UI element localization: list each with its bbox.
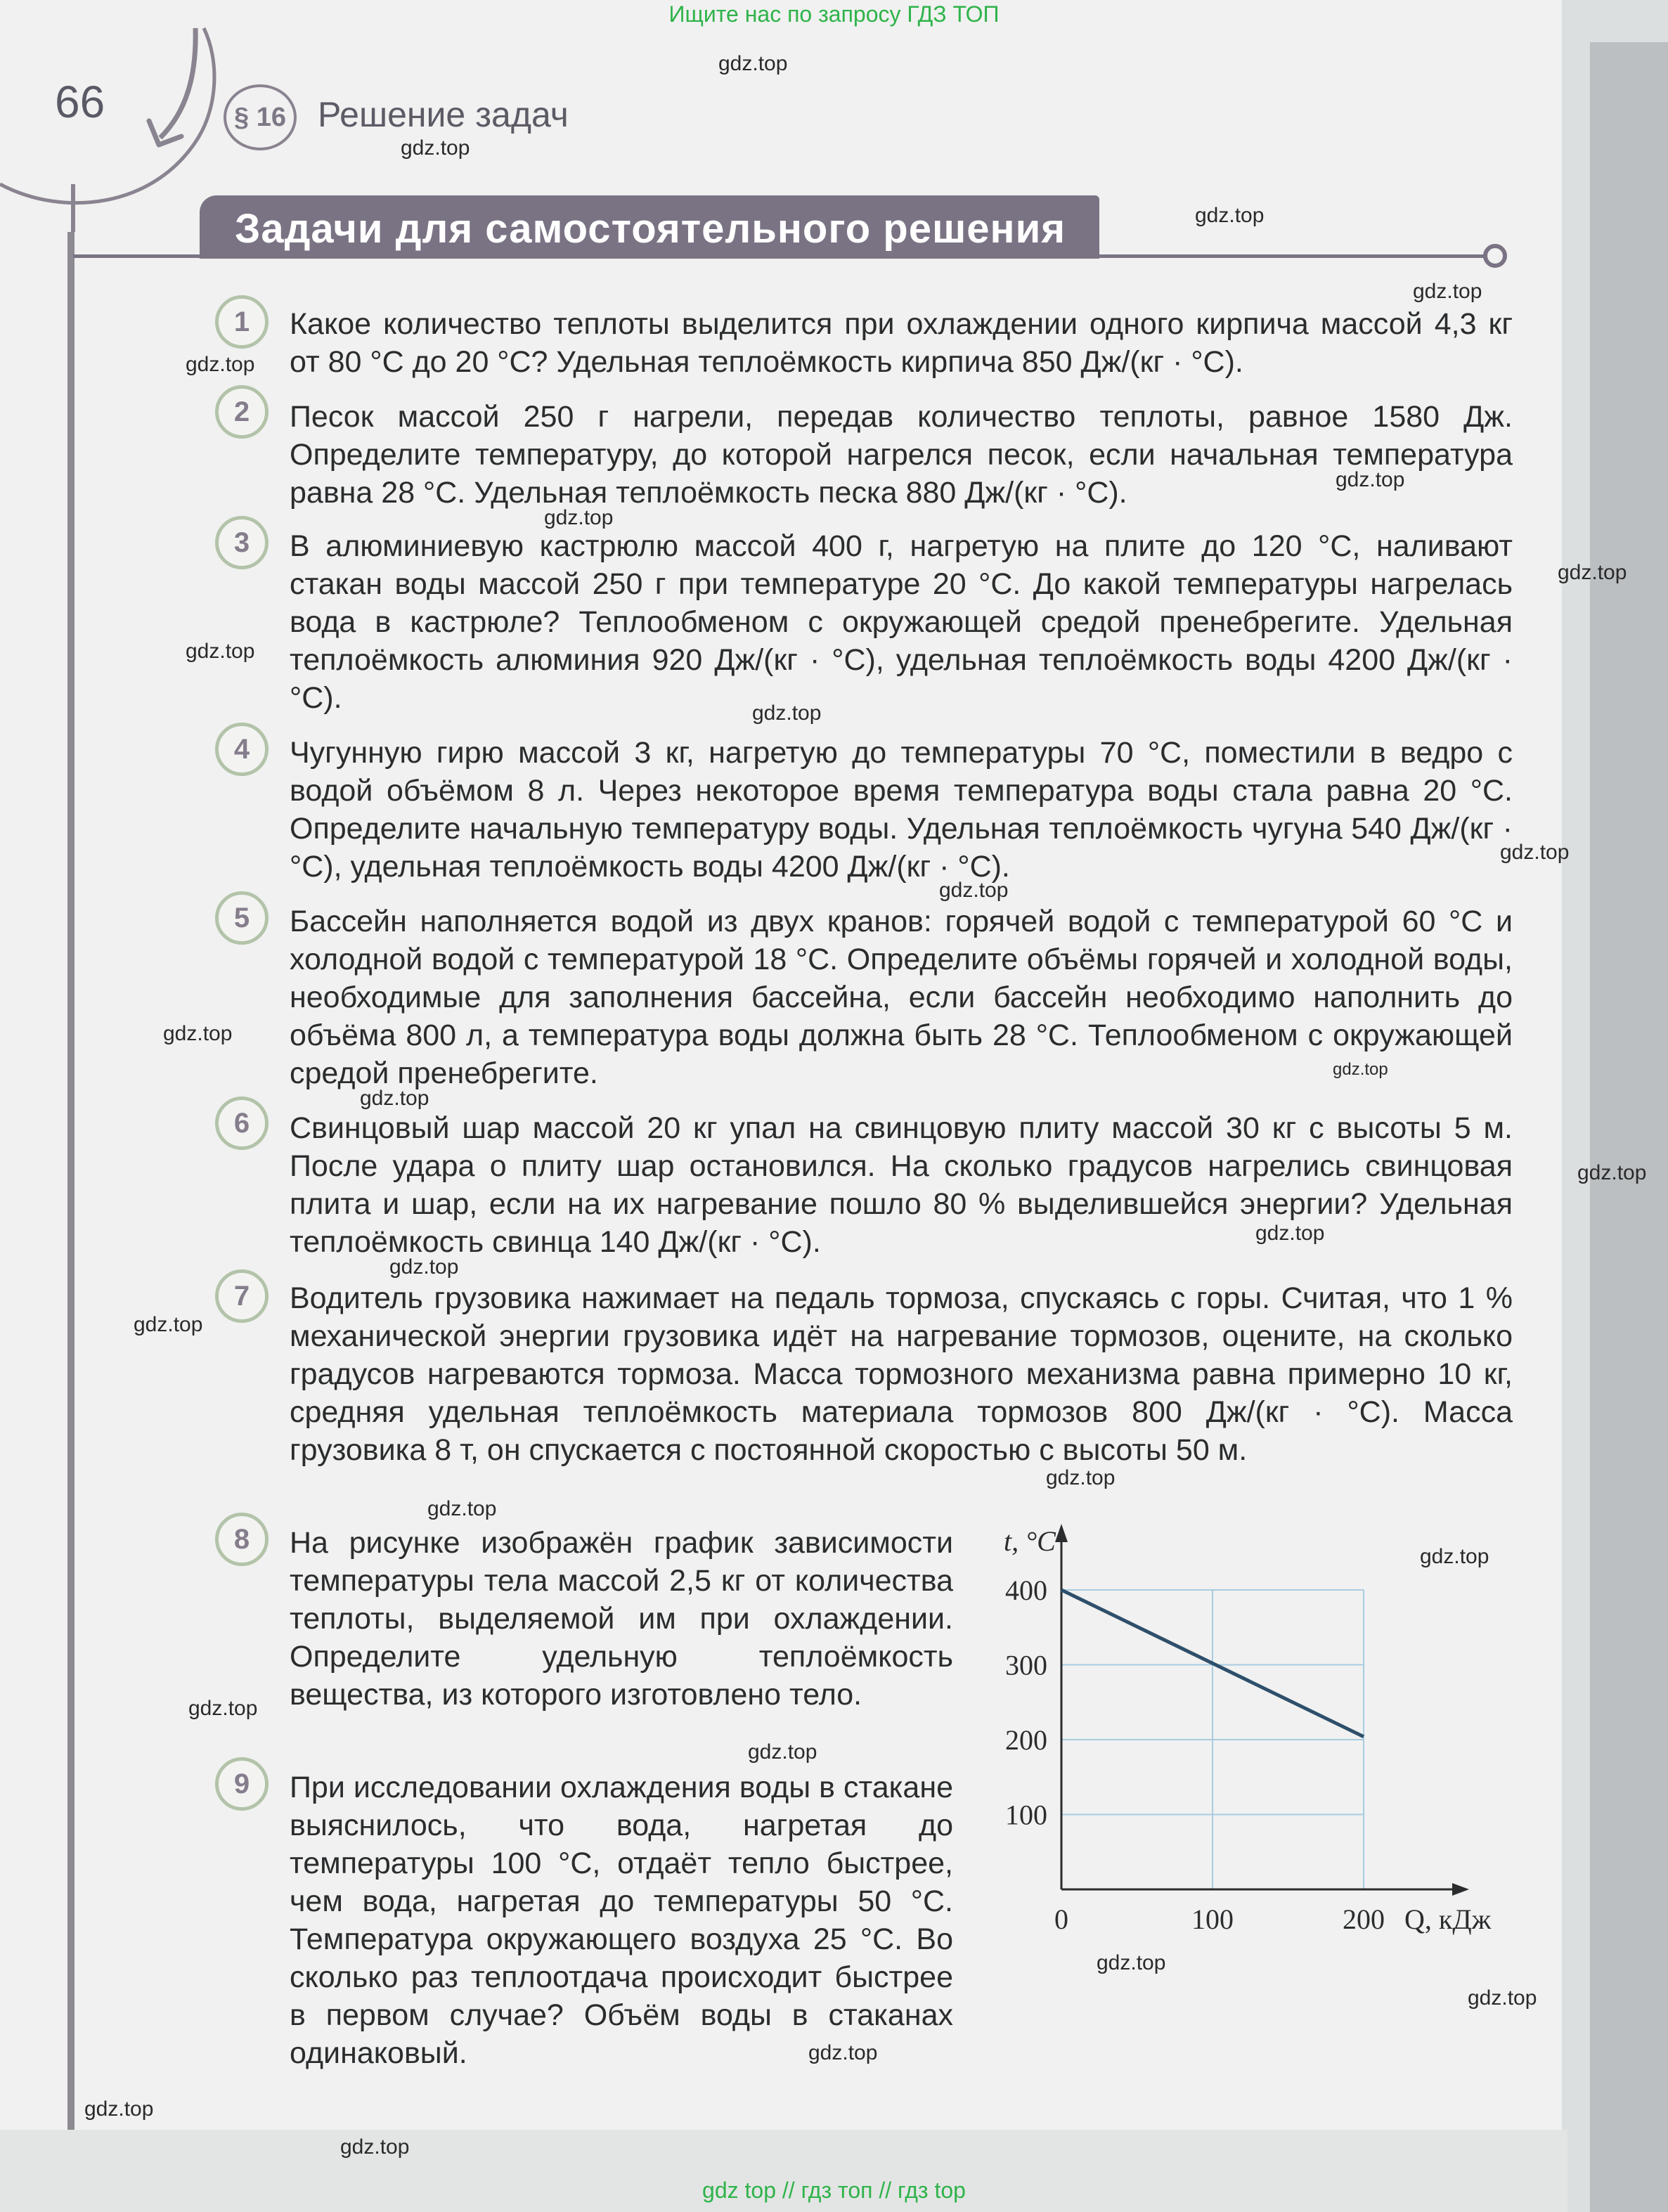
watermark: gdz.top — [1500, 841, 1570, 864]
watermark: gdz.top — [401, 136, 470, 160]
watermark: gdz.top — [186, 640, 255, 663]
watermark: gdz.top — [808, 2041, 878, 2064]
watermark: gdz.top — [1046, 1466, 1116, 1489]
watermark: gdz.top — [360, 1087, 429, 1110]
watermark: gdz.top — [1558, 561, 1627, 584]
watermark: gdz.top — [1577, 1161, 1647, 1184]
x-axis-label: Q, кДж — [1404, 1903, 1492, 1935]
watermark: gdz.top — [1097, 1951, 1166, 1974]
watermark: gdz.top — [1420, 1545, 1489, 1568]
watermark: gdz.top — [186, 353, 255, 376]
watermark: gdz.top — [752, 701, 822, 725]
y-tick-label: 100 — [1005, 1799, 1047, 1831]
problem-number: 5 — [215, 891, 269, 945]
x-tick-label: 100 — [1191, 1903, 1234, 1935]
problem-text: Песок массой 250 г нагрели, передав количество теплоты, равное 1580 Дж. Определите температуру, до которой нагрелся песок, если начальная температура равна 28 °С. Удельная теплоёмкость песка 880 Дж/(кг · °С). — [290, 400, 1513, 510]
watermark: gdz.top — [939, 879, 1009, 902]
problem-text: Водитель грузовика нажимает на педаль тормоза, спускаясь с горы. Считая, что 1 % механической энергии грузовика идёт на нагревание тормозов, оцените, на сколько градусов нагреваются тормоза. Масса тормозного механизма равна примерно 10 кг, средняя удельная теплоёмкость материала тормозов 800 Дж/(кг · °С). Масса грузовика 8 т, он спускается с постоянной скоростью с высоты 50 м. — [290, 1281, 1513, 1467]
heading-text: Задачи для самостоятельного решения — [235, 206, 1066, 252]
y-tick-label: 400 — [1005, 1574, 1047, 1606]
page-edge-shadow — [1590, 42, 1668, 2212]
y-tick-label: 300 — [1005, 1649, 1047, 1681]
problem-number: 1 — [215, 295, 269, 349]
problem-number: 9 — [215, 1757, 269, 1811]
watermark: gdz.top — [748, 1740, 817, 1764]
watermark: gdz.top — [427, 1497, 497, 1520]
problem-text: Бассейн наполняется водой из двух кранов: горячей водой с температурой 60 °С и холодной водой с температурой 18 °С. Определите объёмы горячей и холодной воды, необходимые для заполнения бассейна, если бассейн необходимо наполнить до объёма 800 л, а температура воды должна быть 28 °С. Теплообменом с окружающей средой пренебрегите. — [290, 905, 1513, 1090]
x-axis-arrow — [1452, 1883, 1469, 1896]
problem-text: В алюминиевую кастрюлю массой 400 г, нагретую на плите до 120 °С, наливают стакан воды массой 250 г при температуре 20 °С. До какой температуры нагрелась вода в кастрюле? Теплообменом с окружающей средой пренебрегите. Удельная теплоёмкость алюминия 920 Дж/(кг · °С), удельная теплоёмкость воды 4200 Дж/(кг · °С). — [290, 529, 1513, 715]
problem-number: 7 — [215, 1269, 269, 1323]
top-search-note: Ищите нас по запросу ГДЗ ТОП — [668, 1, 1000, 27]
watermark: gdz.top — [340, 2135, 410, 2159]
heading-rule-end — [1483, 244, 1507, 268]
watermark: gdz.top — [1413, 280, 1482, 303]
page-margin-bar — [67, 232, 75, 2212]
watermark: gdz.top — [389, 1255, 459, 1279]
x-tick-label: 0 — [1054, 1903, 1068, 1935]
y-axis-label: t, °С — [1004, 1525, 1056, 1557]
section-title: Решение задач — [318, 95, 569, 134]
heading-rule — [73, 254, 1493, 258]
watermark: gdz.top — [1336, 468, 1405, 491]
watermark: gdz.top — [188, 1697, 258, 1720]
problem-text: Свинцовый шар массой 20 кг упал на свинцовую плиту массой 30 кг с высоты 5 м. После удара о плиту шар остановился. На сколько градусов нагрелись свинцовая плита и шар, если на их нагревание пошло 80 % выделившейся энергии? Удельная теплоёмкость свинца 140 Дж/(кг · °С). — [290, 1111, 1513, 1259]
problem-number: 6 — [215, 1097, 269, 1150]
problem-number: 3 — [215, 516, 269, 569]
problem-text: При исследовании охлаждения воды в стакане выяснилось, что вода, нагретая до температуры 100 °С, отдаёт тепло быстрее, чем вода, нагретая до температуры 50 °С. Температура окружающего воздуха 25 °С. Во сколько раз теплоотдача происходит быстрее в первом случае? Объём воды в стаканах одинаковый. — [290, 1771, 953, 2070]
watermark: gdz.top — [544, 506, 614, 529]
temperature-heat-chart — [977, 1518, 1525, 1968]
problem-text: Какое количество теплоты выделится при охлаждении одного кирпича массой 4,3 кг от 80 °С до 20 °С? Удельная теплоёмкость кирпича 850 Дж/(кг · °С). — [290, 307, 1513, 379]
watermark: gdz.top — [163, 1022, 233, 1045]
problem-number: 2 — [215, 385, 269, 439]
problem-text: Чугунную гирю массой 3 кг, нагретую до температуры 70 °С, поместили в ведро с водой объёмом 8 л. Через некоторое время температура воды стала равна 20 °С. Определите начальную температуру воды. Удельная теплоёмкость чугуна 540 Дж/(кг · °С), удельная теплоёмкость воды 4200 Дж/(кг · °С). — [290, 736, 1513, 884]
watermark: gdz.top — [1468, 1986, 1537, 2010]
page-number: 66 — [55, 77, 105, 127]
heading-banner — [200, 195, 1099, 259]
y-axis-arrow — [1055, 1524, 1068, 1542]
watermark: gdz.top — [1255, 1222, 1325, 1245]
watermark: gdz.top — [718, 52, 788, 75]
y-tick-label: 200 — [1005, 1724, 1047, 1756]
problem-number: 4 — [215, 723, 269, 776]
problem-number: 8 — [215, 1513, 269, 1566]
watermark: gdz.top — [134, 1313, 203, 1336]
problem-text: На рисунке изображён график зависимости температуры тела массой 2,5 кг от количества теплоты, выделяемой им при охлаждении. Определите удельную теплоёмкость вещества, из которого изготовлено тело. — [290, 1526, 953, 1712]
section-badge: § 16 — [224, 84, 297, 150]
x-tick-label: 200 — [1343, 1903, 1385, 1935]
watermark: gdz.top — [1333, 1060, 1388, 1079]
watermark: gdz.top — [84, 2097, 154, 2121]
watermark: gdz.top — [1195, 204, 1265, 227]
bottom-search-note: gdz top // гдз топ // гдз top — [702, 2178, 966, 2203]
